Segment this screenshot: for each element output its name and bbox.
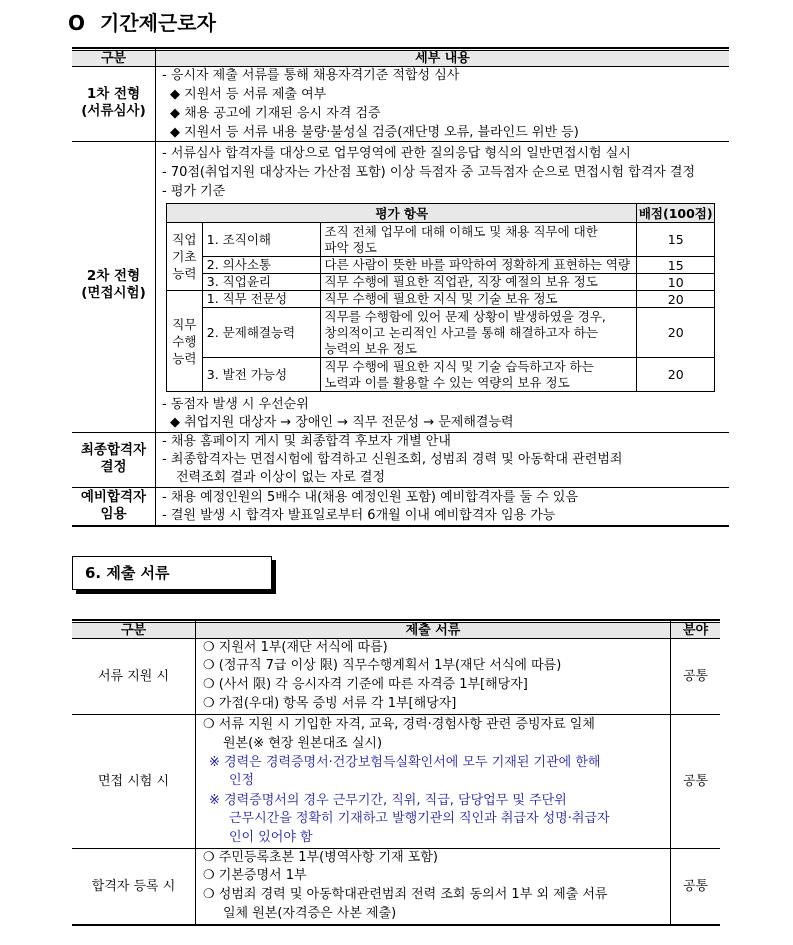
round2-line-1: - 70점(취업지원 대상자는 가산점 포함) 이상 득점자 중 고득점자 순으로 면접시험 합격자 결정 [162, 165, 696, 180]
docs-header-docs: 제출 서류 [196, 623, 670, 638]
eval-header-item: 평가 항목 [167, 204, 637, 223]
docs-row-field: 공통 [682, 879, 709, 894]
docs-line: ❍ 서류 지원 시 기입한 자격, 교육, 경력·경험사항 관련 증빙자료 일체 [203, 717, 595, 732]
eval-item-score: 10 [637, 274, 715, 291]
docs-line: ❍ (정규직 7급 이상 限) 직무수행계획서 1부(재단 서식에 따름) [203, 658, 562, 673]
docs-line: ❍ (사서 限) 각 응시자격 기준에 따른 자격증 1부[해당자] [203, 677, 528, 692]
final-label: 최종합격자 결정 [80, 442, 147, 475]
eval-item-name: 1. 조직이해 [202, 223, 320, 257]
docs-line: ❍ 지원서 1부(재단 서식에 따름) [203, 640, 388, 655]
eval-item-desc: 직무 수행에 필요한 지식 및 기술 습득하고자 하는 노력과 이를 활용할 수 있는 역량의 보유 정도 [320, 358, 637, 392]
docs-note-line: 근무시간을 정확히 기재하고 발행기관의 직인과 취급자 성명·취급자 [229, 811, 610, 826]
docs-row-field: 공통 [682, 774, 709, 789]
eval-item-score: 20 [637, 308, 715, 358]
tie-line-1: ◆ 취업지원 대상자 → 장애인 → 직무 전문성 → 문제해결능력 [170, 415, 514, 430]
round1-line-1: ◆ 지원서 등 서류 제출 여부 [170, 87, 327, 102]
docs-header-field: 분야 [671, 623, 720, 638]
eval-item-name: 2. 문제해결능력 [202, 308, 320, 358]
eval-item-score: 20 [637, 291, 715, 308]
section2-title: 6. 제출 서류 [85, 564, 170, 582]
docs-line: ❍ 성범죄 경력 및 아동학대관련범죄 전력 조회 동의서 1부 외 제출 서류 [203, 887, 608, 902]
group2-label: 직무 수행 능력 [167, 291, 203, 392]
eval-item-name: 3. 발전 가능성 [202, 358, 320, 392]
eval-item-score: 15 [637, 257, 715, 274]
docs-row-label: 면접 시험 시 [97, 774, 170, 789]
docs-header-category: 구분 [72, 623, 195, 638]
section2-title-box [72, 556, 272, 590]
reserve-line-0: - 채용 예정인원의 5배수 내(채용 예정인원 포함) 예비합격자를 둘 수 있음 [162, 490, 579, 505]
round1-line-3: ◆ 지원서 등 서류 내용 불량·불성실 검증(재단명 오류, 블라인드 위반 등) [170, 125, 579, 140]
tie-line-0: - 동점자 발생 시 우선순위 [162, 397, 309, 412]
docs-line: 원본(※ 현장 원본대조 실시) [223, 736, 383, 751]
eval-item-score: 20 [637, 358, 715, 392]
docs-line: ❍ 기본증명서 1부 [203, 868, 307, 883]
section-title [68, 10, 216, 36]
eval-item-desc: 직무 수행에 필요한 지식 및 기술 보유 정도 [320, 291, 637, 308]
docs-note-line: ※ 경력증명서의 경우 근무기간, 직위, 직급, 담당업무 및 주단위 [209, 793, 567, 808]
eval-item-desc: 직무를 수행함에 있어 문제 상황이 발생하였을 경우, 창의적이고 논리적인 사고를 통해 해결하고자 하는 능력의 보유 정도 [320, 308, 637, 358]
header-detail: 세부 내용 [156, 51, 729, 66]
round1-line-2: ◆ 채용 공고에 기재된 응시 자격 검증 [170, 106, 381, 121]
docs-note-line: 인정 [229, 773, 255, 788]
circle-bullet-icon: O [68, 11, 86, 35]
eval-item-name: 2. 의사소통 [202, 257, 320, 274]
eval-item-score: 15 [637, 223, 715, 257]
header-category: 구분 [72, 51, 155, 66]
round2-line-0: - 서류심사 합격자를 대상으로 업무영역에 관한 질의응답 형식의 일반면접시험 실시 [162, 146, 631, 161]
round2-label: 2차 전형 (면접시험) [81, 268, 146, 301]
round1-line-0: - 응시자 제출 서류를 통해 채용자격기준 적합성 심사 [162, 68, 460, 83]
docs-row-field: 공통 [682, 669, 709, 684]
docs-line: ❍ 가점(우대) 항목 증빙 서류 각 1부[해당자] [203, 696, 457, 711]
round2-line-2: - 평가 기준 [162, 184, 226, 199]
reserve-label: 예비합격자 임용 [80, 489, 147, 522]
eval-item-desc: 직무 수행에 필요한 직업관, 직장 예절의 보유 정도 [320, 274, 637, 291]
eval-item-name: 1. 직무 전문성 [202, 291, 320, 308]
docs-row-label: 합격자 등록 시 [91, 879, 176, 894]
final-line-0: - 채용 홈페이지 게시 및 최종합격 후보자 개별 안내 [162, 434, 451, 449]
reserve-line-1: - 결원 발생 시 합격자 발표일로부터 6개월 이내 예비합격자 임용 가능 [162, 508, 556, 523]
docs-note-line: 인이 있어야 함 [229, 830, 313, 845]
docs-line: 일체 원본(자격증은 사본 제출) [223, 906, 397, 921]
docs-line: ❍ 주민등록초본 1부(병역사항 기재 포함) [203, 850, 438, 865]
evaluation-table [166, 203, 715, 392]
group1-label: 직업 기초 능력 [167, 223, 203, 291]
final-line-1: - 최종합격자는 면접시험에 합격하고 신원조회, 성범죄 경력 및 아동학대 관련범죄 [162, 452, 623, 467]
final-line-2: 전력조회 결과 이상이 없는 자로 결정 [176, 470, 386, 485]
eval-header-score: 배점(100점) [637, 204, 715, 223]
docs-note-line: ※ 경력은 경력증명서·건강보험득실확인서에 모두 기재된 기관에 한해 [209, 755, 601, 770]
round1-label: 1차 전형 (서류심사) [81, 86, 146, 119]
eval-item-desc: 다른 사람이 뜻한 바를 파악하여 정확하게 표현하는 역량 [320, 257, 637, 274]
eval-item-desc: 조직 전체 업무에 대해 이해도 및 채용 직무에 대한 파악 정도 [320, 223, 637, 257]
eval-item-name: 3. 직업윤리 [202, 274, 320, 291]
docs-row-label: 서류 지원 시 [97, 669, 170, 684]
section-title-text: 기간제근로자 [99, 11, 216, 35]
